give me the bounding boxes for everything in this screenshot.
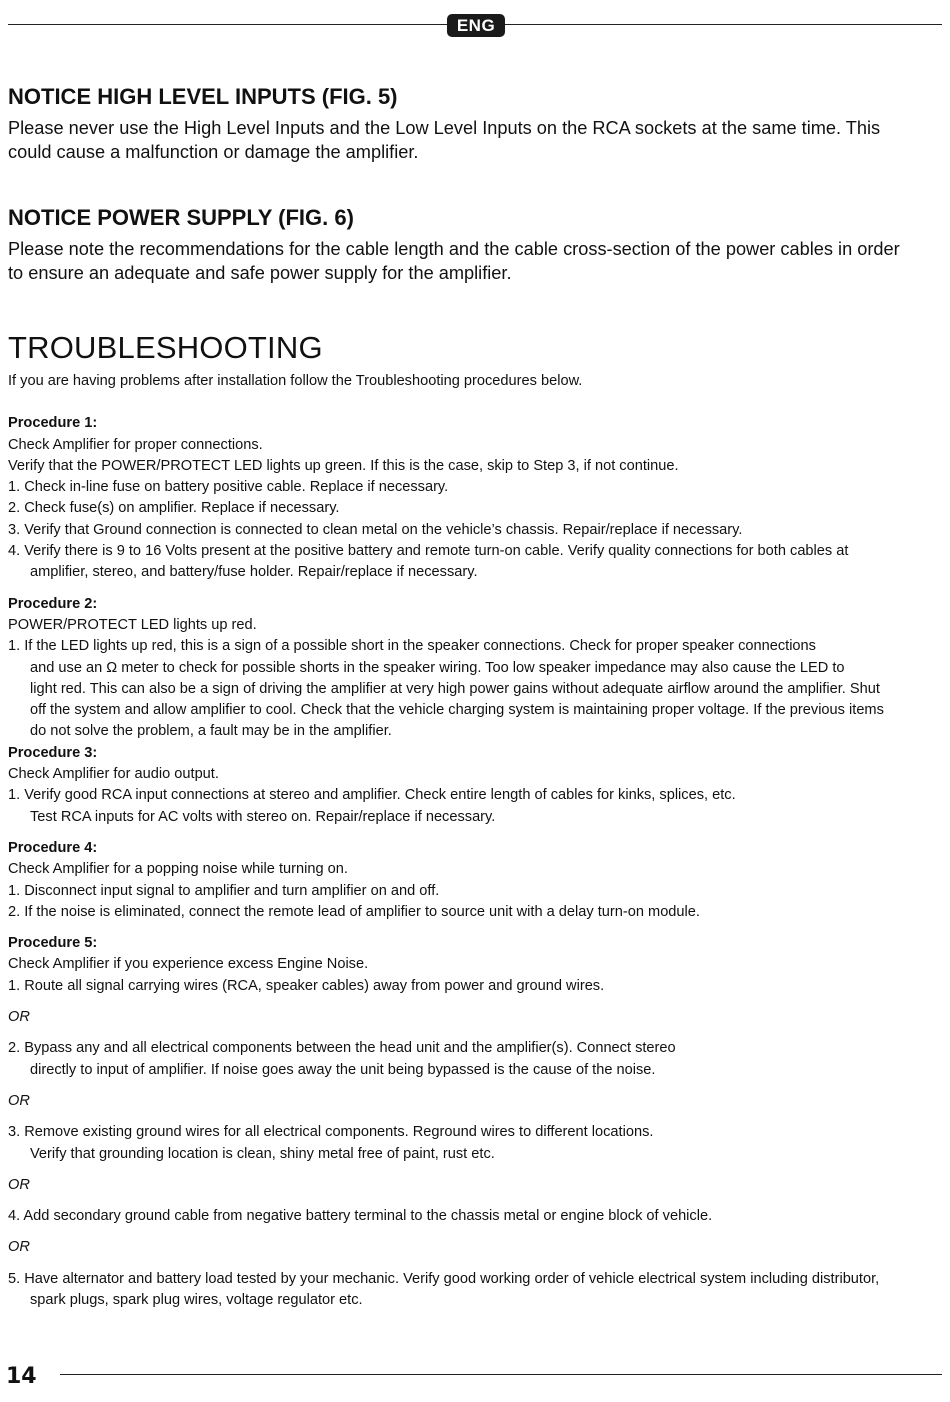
procedure-5-line: 2. Bypass any and all electrical components between the head unit and the amplifier(s). Connect stereo bbox=[8, 1040, 676, 1057]
notice-power-line-1: Please note the recommendations for the cable length and the cable cross-section of the power cables in order bbox=[8, 239, 900, 259]
procedure-3-line: 1. Verify good RCA input connections at stereo and amplifier. Check entire length of cables for kinks, splices, etc. bbox=[8, 787, 736, 804]
procedure-5-line: 3. Remove existing ground wires for all electrical components. Reground wires to different locations. bbox=[8, 1124, 654, 1141]
notice-high-body bbox=[8, 116, 942, 164]
procedure-5-title: Procedure 5: bbox=[8, 935, 98, 952]
procedure-5-line: 4. Add secondary ground cable from negative battery terminal to the chassis metal or engine block of vehicle. bbox=[8, 1208, 713, 1225]
procedure-5-or: OR bbox=[8, 1176, 30, 1193]
procedure-3-title: Procedure 3: bbox=[8, 744, 98, 761]
procedure-1-line: Check Amplifier for proper connections. bbox=[8, 436, 263, 453]
procedure-2-line: 1. If the LED lights up red, this is a sign of a possible short in the speaker connections. Check for proper speaker connections bbox=[8, 638, 816, 655]
procedure-4-line: 1. Disconnect input signal to amplifier and turn amplifier on and off. bbox=[8, 882, 440, 899]
troubleshooting-title: TROUBLESHOOTING bbox=[8, 330, 323, 365]
procedure-4-line: 2. If the noise is eliminated, connect the remote lead of amplifier to source unit with a delay turn-on module. bbox=[8, 903, 700, 920]
procedure-2-line: and use an Ω meter to check for possible shorts in the speaker wiring. Too low speaker impedance may also cause the LED to bbox=[30, 659, 845, 676]
procedure-1-line: Verify that the POWER/PROTECT LED lights up green. If this is the case, skip to Step 3, if not continue. bbox=[8, 457, 679, 474]
procedure-3-line: Test RCA inputs for AC volts with stereo on. Repair/replace if necessary. bbox=[30, 808, 496, 825]
procedure-5-line: spark plugs, spark plug wires, voltage regulator etc. bbox=[30, 1291, 363, 1308]
notice-high-line-1: Please never use the High Level Inputs and the Low Level Inputs on the RCA sockets at the same time. This bbox=[8, 118, 881, 138]
procedure-4-line: Check Amplifier for a popping noise while turning on. bbox=[8, 861, 348, 878]
procedure-5-line: 5. Have alternator and battery load tested by your mechanic. Verify good working order of vehicle electrical system including distributor, bbox=[8, 1270, 880, 1287]
procedure-1-line: 1. Check in-line fuse on battery positive cable. Replace if necessary. bbox=[8, 479, 449, 496]
procedure-1-title: Procedure 1: bbox=[8, 415, 98, 432]
procedure-5-line: Check Amplifier if you experience excess Engine Noise. bbox=[8, 956, 369, 973]
procedure-5-or: OR bbox=[8, 1239, 30, 1256]
troubleshooting-intro: If you are having problems after installation follow the Troubleshooting procedures below. bbox=[8, 373, 583, 389]
page-number: 14 bbox=[6, 1364, 37, 1389]
procedure-5-line: 1. Route all signal carrying wires (RCA, speaker cables) away from power and ground wires. bbox=[8, 977, 605, 994]
troubleshooting-body bbox=[8, 371, 942, 1311]
notice-power-title: NOTICE POWER SUPPLY (FIG. 6) bbox=[8, 205, 354, 230]
notice-high-line-2: could cause a malfunction or damage the amplifier. bbox=[8, 142, 419, 162]
procedure-5-line: Verify that grounding location is clean, shiny metal free of paint, rust etc. bbox=[30, 1145, 495, 1162]
procedure-2-line: POWER/PROTECT LED lights up red. bbox=[8, 616, 257, 633]
procedure-2-line: do not solve the problem, a fault may be in the amplifier. bbox=[30, 723, 392, 740]
procedure-1-line: 2. Check fuse(s) on amplifier. Replace if necessary. bbox=[8, 500, 340, 517]
procedure-1-line: amplifier, stereo, and battery/fuse holder. Repair/replace if necessary. bbox=[30, 564, 478, 581]
procedure-4-title: Procedure 4: bbox=[8, 839, 98, 856]
procedure-5-line: directly to input of amplifier. If noise goes away the unit being bypassed is the cause of the noise. bbox=[30, 1061, 656, 1078]
procedure-1-line: 3. Verify that Ground connection is connected to clean metal on the vehicle’s chassis. Repair/replace if necessary. bbox=[8, 521, 743, 538]
procedure-1-line: 4. Verify there is 9 to 16 Volts present at the positive battery and remote turn-on cable. Verify quality connections for both cables at bbox=[8, 543, 849, 560]
procedure-5-or: OR bbox=[8, 1009, 30, 1026]
procedure-5-or: OR bbox=[8, 1092, 30, 1109]
language-badge: ENG bbox=[447, 14, 505, 37]
notice-high-title: NOTICE HIGH LEVEL INPUTS (FIG. 5) bbox=[8, 84, 398, 109]
footer-rule bbox=[60, 1374, 942, 1375]
procedure-2-line: off the system and allow amplifier to cool. Check that the vehicle charging system is maintaining proper voltage. If the previous items bbox=[30, 702, 884, 719]
notice-power-line-2: to ensure an adequate and safe power supply for the amplifier. bbox=[8, 263, 512, 283]
procedure-3-line: Check Amplifier for audio output. bbox=[8, 766, 219, 783]
procedure-2-line: light red. This can also be a sign of driving the amplifier at very high power gains without adequate airflow around the amplifier. Shut bbox=[30, 680, 880, 697]
notice-power-body bbox=[8, 237, 942, 285]
procedure-2-title: Procedure 2: bbox=[8, 595, 98, 612]
